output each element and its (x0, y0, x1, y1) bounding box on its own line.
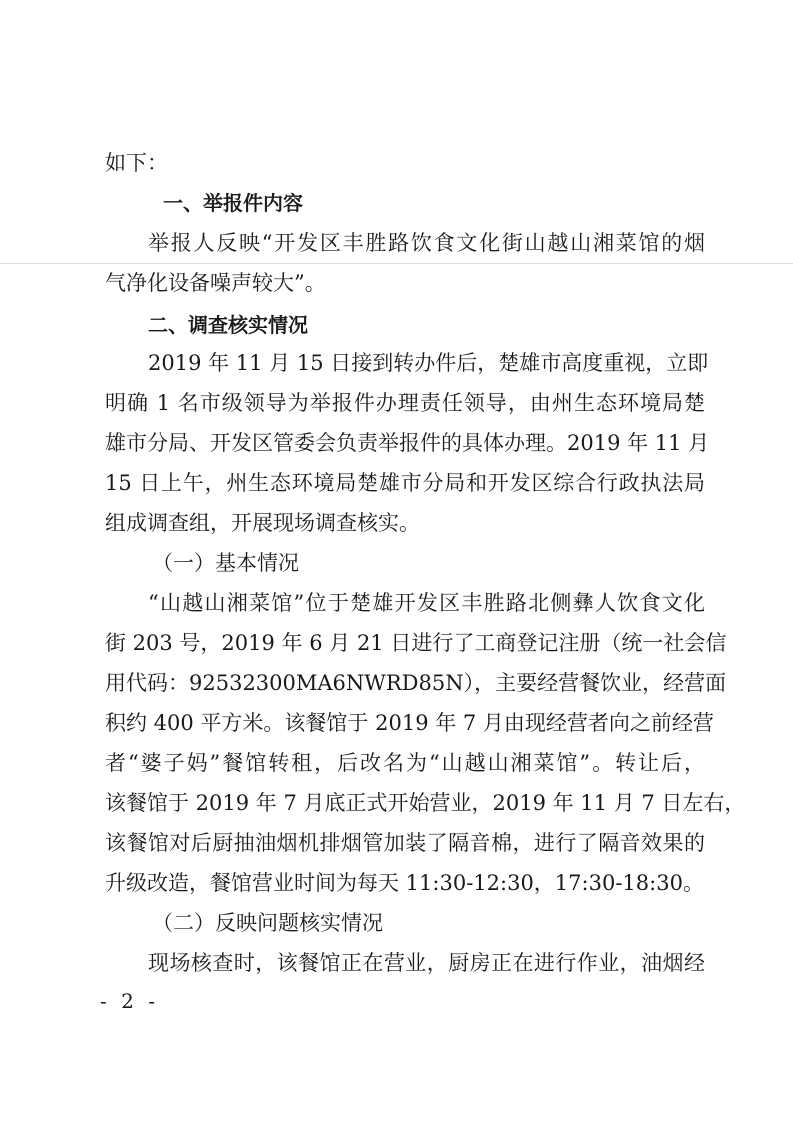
paragraph-line: 用代码：92532300MA6NWRD85N），主要经营餐饮业，经营面 (105, 671, 727, 695)
paragraph-line: 积约 400 平方米。该餐馆于 2019 年 7 月由现经营者向之前经营 (105, 711, 714, 735)
paragraph-line: 雄市分局、开发区管委会负责举报件的具体办理。2019 年 11 月 (105, 431, 710, 455)
scan-fold-line (0, 263, 793, 264)
paragraph-line: 街 203 号，2019 年 6 月 21 日进行了工商登记注册（统一社会信 (105, 631, 727, 655)
intro-text: 如下： (105, 151, 168, 175)
paragraph-line: 该餐馆对后厨抽油烟机排烟管加装了隔音棉，进行了隔音效果的 (105, 831, 705, 855)
paragraph-line: 该餐馆于 2019 年 7 月底正式开始营业，2019 年 11 月 7 日左右， (105, 791, 746, 815)
paragraph-line: “山越山湘菜馆”位于楚雄开发区丰胜路北侧彝人饮食文化 (148, 591, 705, 615)
paragraph-line: 现场核查时，该餐馆正在营业，厨房正在进行作业，油烟经 (148, 951, 705, 975)
paragraph-line: 明确 1 名市级领导为举报件办理责任领导，由州生态环境局楚 (105, 391, 705, 415)
paragraph-line: 升级改造，餐馆营业时间为每天 11:30-12:30，17:30-18:30。 (105, 871, 704, 895)
section1-heading: 一、举报件内容 (163, 191, 303, 215)
page-number: - 2 - (100, 989, 159, 1013)
paragraph-line: 者“婆子妈”餐馆转租，后改名为“山越山湘菜馆”。转让后， (105, 751, 705, 775)
section2-heading: 二、调查核实情况 (148, 313, 308, 337)
subsection2-heading: （二）反映问题核实情况 (152, 911, 383, 935)
paragraph-line: 2019 年 11 月 15 日接到转办件后，楚雄市高度重视，立即 (148, 351, 709, 375)
paragraph-line: 15 日上午，州生态环境局楚雄市分局和开发区综合行政执法局 (105, 471, 705, 495)
paragraph-line: 气净化设备噪声较大”。 (105, 271, 326, 295)
paragraph-line: 组成调查组，开展现场调查核实。 (105, 511, 420, 535)
paragraph-line: 举报人反映“开发区丰胜路饮食文化街山越山湘菜馆的烟 (148, 231, 705, 255)
subsection1-heading: （一）基本情况 (152, 551, 299, 575)
